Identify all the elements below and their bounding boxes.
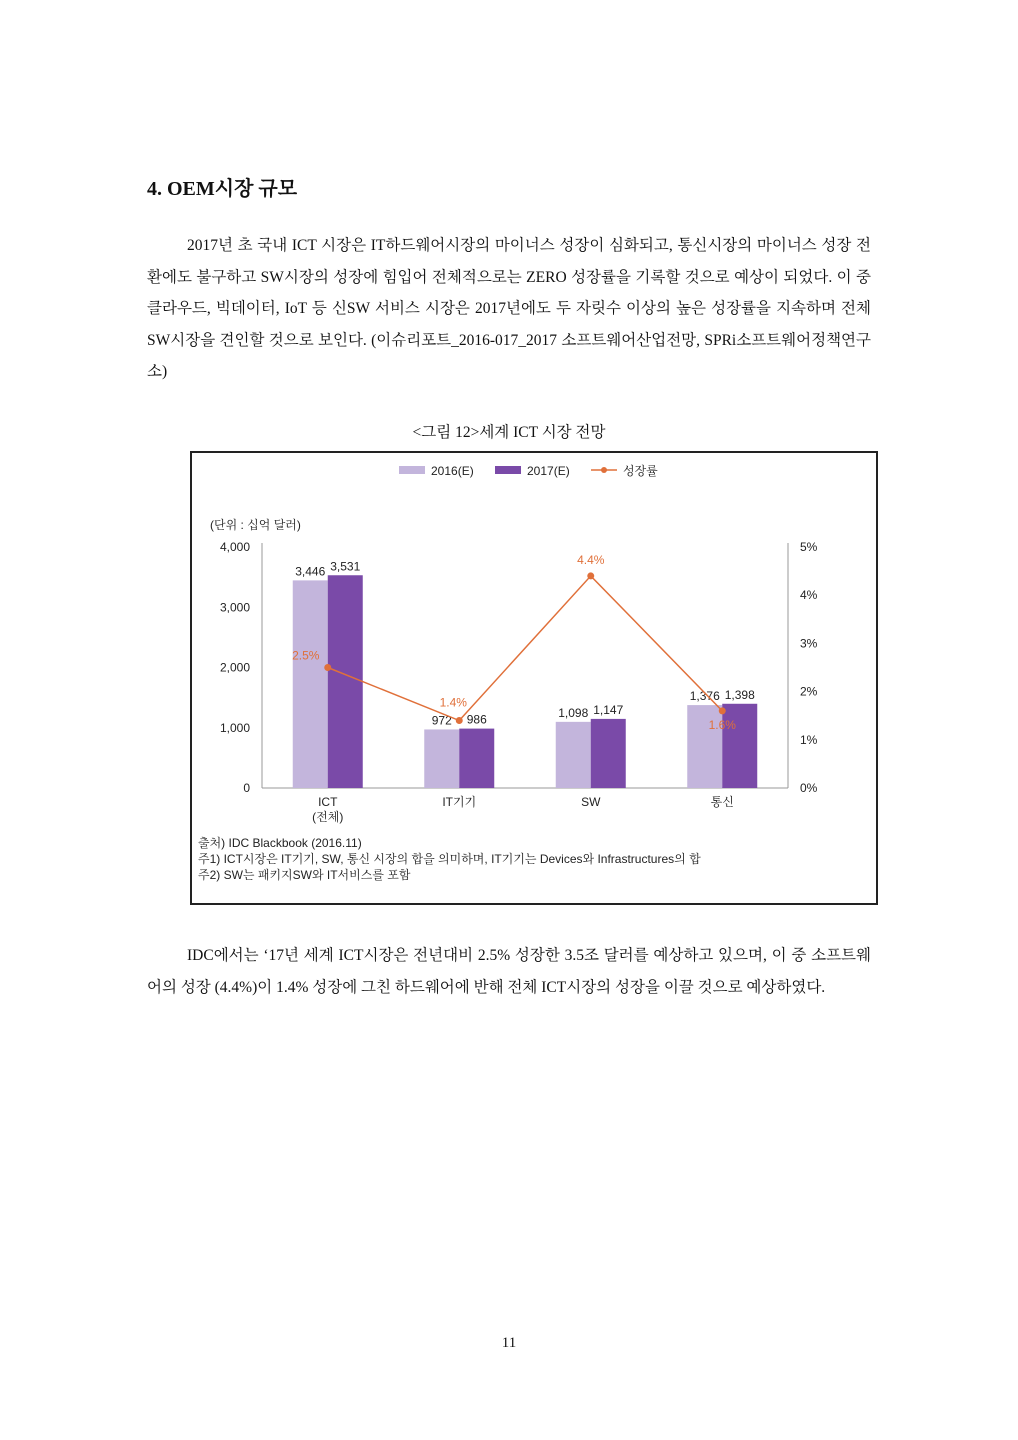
figure-caption: <그림 12>세계 ICT 시장 전망 bbox=[412, 424, 606, 441]
growth-line bbox=[328, 576, 723, 721]
growth-marker bbox=[587, 572, 594, 579]
bar-2017(E)-1 bbox=[459, 729, 494, 788]
bar-value-label: 3,531 bbox=[330, 559, 361, 574]
bar-value-label: 986 bbox=[466, 712, 487, 727]
legend-label-2: 2017(E) bbox=[527, 464, 570, 478]
chart-source-notes bbox=[198, 835, 701, 883]
growth-value-label: 1.4% bbox=[439, 695, 467, 710]
growth-value-label: 4.4% bbox=[577, 552, 605, 567]
bar-2016(E)-1 bbox=[424, 729, 459, 788]
bar-value-label: 1,147 bbox=[593, 702, 624, 717]
intro-paragraph: 2017년 초 국내 ICT 시장은 IT하드웨어시장의 마이너스 성장이 심화되고, 통신시장의 마이너스 성장 전환에도 불구하고 SW시장의 성장에 힘입어 전체적으로는 ZERO 성장률을 기록할 것으로 예상이 되었다. 이 중 클라우드, 빅데이터, IoT 등 신SW 서비스 시장은 2017년에도 두 자릿수 이상의 높은 성장률을 지속하며 전체SW시장을 견인할 것으로 보인다. (이슈리포트_2016-017_2017 소프트웨어산업전망, SPRi소프트웨어정책연구소) bbox=[147, 237, 871, 380]
bar-2017(E)-3 bbox=[722, 704, 757, 788]
y2-tick-label: 1% bbox=[800, 732, 818, 747]
legend-growth-marker bbox=[601, 467, 607, 473]
bar-2017(E)-2 bbox=[591, 719, 626, 788]
note-line-1: 주1) ICT시장은 IT기기, SW, 통신 시장의 합을 의미하며, IT기기는 Devices와 Infrastructures의 합 bbox=[198, 852, 701, 866]
y2-tick-label: 2% bbox=[800, 684, 818, 699]
legend-label-1: 2016(E) bbox=[431, 464, 474, 478]
page-number: 11 bbox=[501, 1335, 517, 1351]
y-tick-label: 3,000 bbox=[219, 600, 250, 615]
y2-tick-label: 3% bbox=[800, 636, 818, 651]
unit-label: (단위 : 십억 달러) bbox=[210, 518, 301, 532]
note-line-2: 주2) SW는 패키지SW와 IT서비스를 포함 bbox=[198, 868, 411, 882]
growth-value-label: 2.5% bbox=[292, 648, 320, 663]
bar-value-label: 3,446 bbox=[295, 564, 326, 579]
growth-marker bbox=[719, 707, 726, 714]
y2-tick-label: 4% bbox=[800, 588, 818, 603]
bar-value-label: 1,376 bbox=[689, 689, 720, 704]
bar-2017(E)-0 bbox=[328, 575, 363, 788]
y2-tick-label: 5% bbox=[800, 540, 818, 554]
bar-value-label: 1,398 bbox=[724, 687, 755, 702]
x-tick-label: 통신 bbox=[710, 795, 734, 809]
bar-value-label: 972 bbox=[431, 713, 452, 728]
bar-value-label: 1,098 bbox=[558, 705, 589, 720]
x-tick-label: IT기기 bbox=[442, 795, 477, 809]
x-tick-label: ICT bbox=[318, 795, 338, 809]
bar-2016(E)-0 bbox=[293, 580, 328, 788]
growth-value-label: 1.6% bbox=[708, 717, 736, 732]
y2-tick-label: 0% bbox=[800, 781, 818, 795]
growth-marker bbox=[324, 664, 331, 671]
y-tick-label: 1,000 bbox=[219, 720, 250, 735]
y-tick-label: 4,000 bbox=[219, 540, 250, 554]
y-tick-label: 2,000 bbox=[219, 660, 250, 675]
section-heading: 4. OEM시장 규모 bbox=[147, 178, 298, 200]
x-tick-label: (전체) bbox=[312, 810, 344, 824]
legend-swatch-2 bbox=[495, 466, 521, 474]
chart-svg bbox=[192, 453, 876, 833]
bar-2016(E)-2 bbox=[556, 722, 591, 788]
x-tick-label: SW bbox=[581, 795, 601, 809]
y-tick-label: 0 bbox=[243, 781, 250, 795]
growth-marker bbox=[456, 717, 463, 724]
source-line: 출처) IDC Blackbook (2016.11) bbox=[198, 836, 362, 850]
chart-figure bbox=[190, 451, 878, 905]
summary-paragraph: IDC에서는 ‘17년 세계 ICT시장은 전년대비 2.5% 성장한 3.5조 달러를 예상하고 있으며, 이 중 소프트웨어의 성장 (4.4%)이 1.4% 성장에 그친 하드웨어에 반해 전체 ICT시장의 성장을 이끌 것으로 예상하였다. bbox=[147, 947, 871, 996]
legend-growth-label: 성장률 bbox=[623, 464, 658, 478]
legend-swatch-1 bbox=[399, 466, 425, 474]
